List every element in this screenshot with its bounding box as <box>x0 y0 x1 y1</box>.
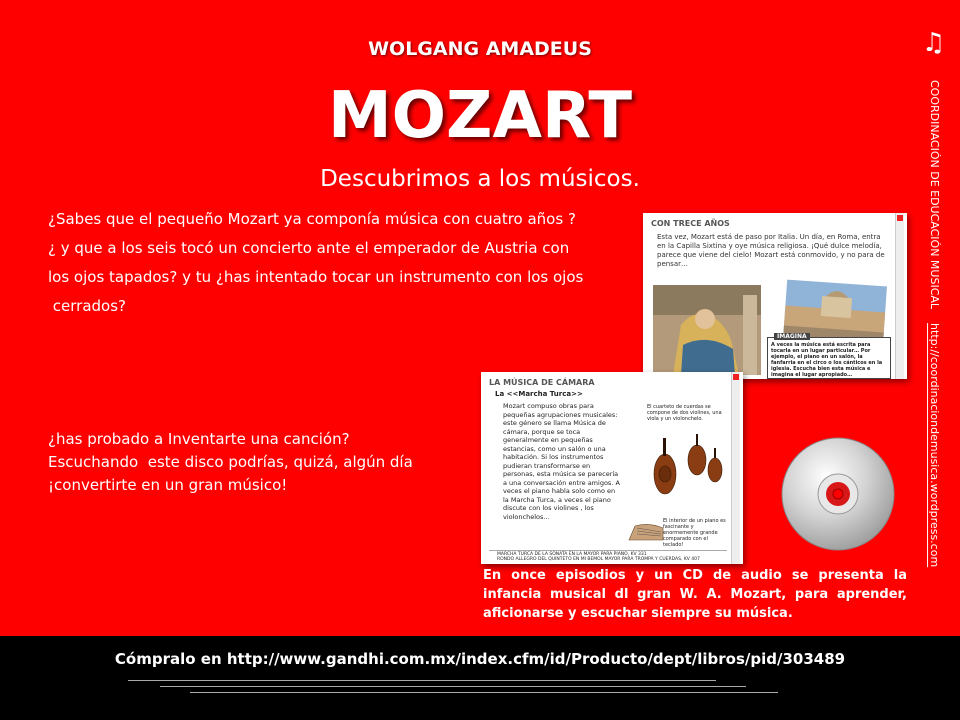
promo-text: En once episodios y un CD de audio se presenta la infancia musical dl gran W. A. Mozart, para aprender, aficionarse y escuchar siempre su música. <box>483 568 907 621</box>
footnote-box <box>489 550 727 563</box>
imagina-box <box>767 333 891 379</box>
spacer <box>928 313 941 320</box>
intro-text <box>48 205 608 321</box>
piano-interior-image <box>627 522 665 544</box>
card-subtitle: La <<Marcha Turca>> <box>495 390 583 398</box>
footer-rule <box>128 680 716 681</box>
card-title: LA MÚSICA DE CÁMARA <box>489 378 595 387</box>
book-page-chamber-music <box>481 372 743 564</box>
invite-line: Escuchando este disco podrías, quizá, algún día <box>48 453 413 471</box>
piano-caption: El interior de un piano es fascinante y enormemente grande comparado con el teclado! <box>663 518 726 548</box>
invite-line: ¡convertirte en un gran músico! <box>48 476 288 494</box>
footnote-line: MARCHA TURCA DE LA SONATA EN LA MAYOR PARA PIANO, KV 331 <box>497 552 647 557</box>
sibyl-painting-image <box>653 285 761 375</box>
imagina-text: A veces la música está escrita para tocarla en un lugar particular… Por ejemplo, el piano en un salón, la fanfarria en el circo o los cánticos en la iglesia. Escucha bien esta música e imagina el lugar apropiado… <box>771 342 883 378</box>
intro-line: ¿ y que a los seis tocó un concierto ante el emperador de Austria con <box>48 239 570 257</box>
footer-bar <box>0 636 960 720</box>
side-panel <box>918 28 946 628</box>
music-note-icon: ♫ <box>922 28 946 58</box>
intro-line: ¿Sabes que el pequeño Mozart ya componía música con cuatro años ? <box>48 210 576 228</box>
card-title: CON TRECE AÑOS <box>651 219 730 228</box>
book-page-thirteen-years <box>643 213 907 379</box>
invite-line: ¿has probado a Inventarte una canción? <box>48 430 350 448</box>
imagina-label: IMAGINA <box>774 333 810 340</box>
page-margin-strip <box>731 372 740 564</box>
vertical-credit <box>927 80 941 567</box>
invite-text <box>48 428 468 497</box>
card-paragraph: Mozart compuso obras para pequeñas agrupaciones musicales: este género se llama Música de cámara, porque se toca generalmente en pequeñas estancias, como un salón o una habitación. Si los instrumentos pudieran transformarse en personas, esta música se parecería a una conversación entre amigos. A veces el piano habla solo como en la Marcha Turca, a veces el piano discute con los violines , los violonchelos… <box>503 402 620 521</box>
coordination-label: COORDINACIÓN DE EDUCACIÓN MUSICAL <box>928 80 941 310</box>
violin-icon <box>645 430 729 504</box>
composer-first-names: WOLGANG AMADEUS <box>368 38 592 60</box>
tagline: Descubrimos a los músicos. <box>320 166 640 192</box>
page-title: MOZART <box>327 79 633 153</box>
purchase-link-text[interactable]: Cómpralo en http://www.gandhi.com.mx/index.cfm/id/Producto/dept/libros/pid/303489 <box>114 650 846 668</box>
footer-rule <box>190 692 778 693</box>
quartet-caption: El cuarteto de cuerdas se compone de dos violines, una viola y un violonchelo. <box>647 404 722 422</box>
cd-disc-icon <box>778 434 898 554</box>
coordination-link[interactable]: http://coordinaciondemusica.wordpress.com <box>928 323 941 568</box>
footnote-line: RONDO ALLEGRO DEL QUINTETO EN MI BEMOL MAYOR PARA TROMPA Y CUERDAS, KV 407 <box>497 557 700 562</box>
card-paragraph: Esta vez, Mozart está de paso por Italia. Un día, en Roma, entra en la Capilla Sixtina y oye música religiosa. ¡Qué dulce melodía, parece que viene del cielo! Mozart está conmovido, y no para de pensar… <box>657 233 885 268</box>
intro-line: los ojos tapados? y tu ¿has intentado tocar un instrumento con los ojos <box>48 268 584 286</box>
intro-line: cerrados? <box>48 297 126 315</box>
footer-rule <box>160 686 746 687</box>
page-margin-strip <box>895 213 904 379</box>
